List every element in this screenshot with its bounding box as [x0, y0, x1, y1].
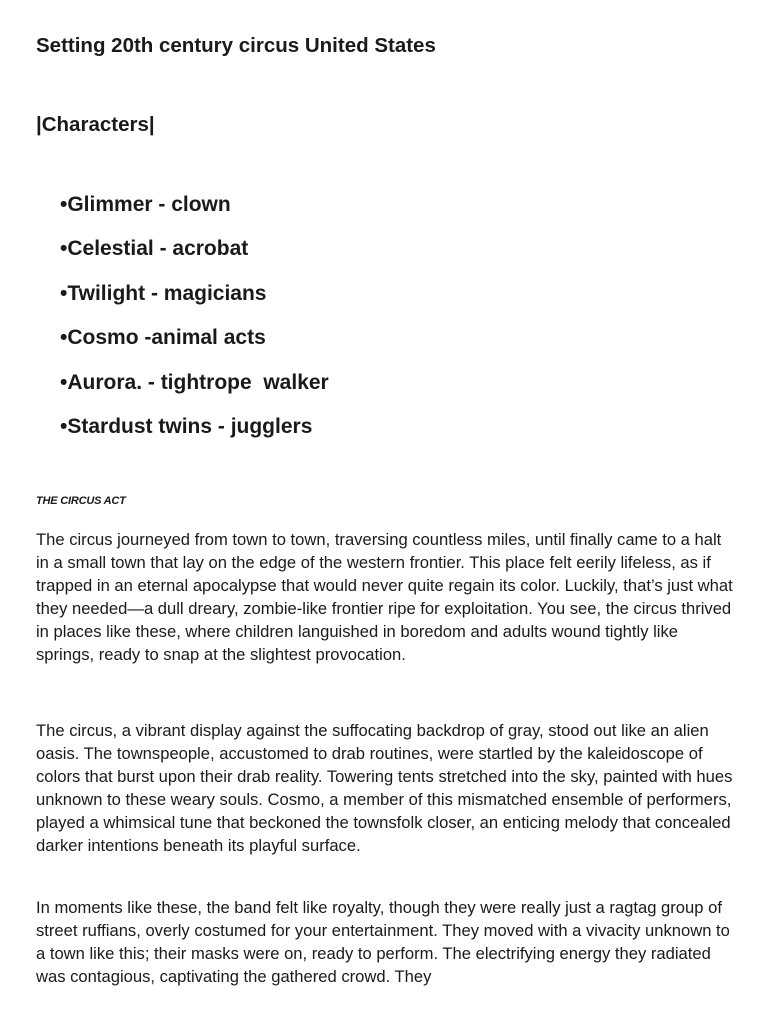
character-item-glimmer: •Glimmer - clown — [60, 193, 231, 216]
character-item-stardust-twins: •Stardust twins - jugglers — [60, 414, 313, 438]
circus-act-heading: THE CIRCUS ACT — [36, 495, 126, 507]
character-item-celestial: •Celestial - acrobat — [60, 237, 249, 261]
paragraph-3: In moments like these, the band felt like royalty, though they were really just a ragtag group of street ruffians, overly costumed for your entertainment. They moved with a vivacity unknown to a town like this; their masks were on, ready to perform. The electrifying energy they radiated was contagious, captivating the gathered crowd. They — [36, 898, 730, 987]
characters-heading: |Characters| — [36, 113, 155, 136]
character-item-aurora: •Aurora. - tightrope walker — [60, 370, 329, 394]
character-item-twilight: •Twilight - magicians — [60, 281, 267, 305]
setting-title: Setting 20th century circus United States — [36, 34, 436, 57]
character-item-cosmo: •Cosmo -animal acts — [60, 326, 266, 350]
paragraph-1: The circus journeyed from town to town, traversing countless miles, until finally came to a halt in a small town that lay on the edge of the western frontier. This place felt eerily lifeless, as if trapped in an eternal apocalypse that would never quite regain its color. Luckily, that’s just what they needed—a dull dreary, zombie-like frontier ripe for exploitation. You see, the circus thrived in places like these, where children languished in boredom and adults wound tightly like springs, ready to snap at the slightest provocation. — [36, 530, 733, 665]
paragraph-2: The circus, a vibrant display against the suffocating backdrop of gray, stood out like an alien oasis. The townspeople, accustomed to drab routines, were startled by the kaleidoscope of colors that burst upon their drab reality. Towering tents stretched into the sky, painted with hues unknown to these weary souls. Cosmo, a member of this mismatched ensemble of performers, played a whimsical tune that beckoned the townsfolk closer, an enticing melody that concealed darker intentions beneath its playful surface. — [36, 721, 733, 856]
characters-list — [60, 193, 329, 459]
